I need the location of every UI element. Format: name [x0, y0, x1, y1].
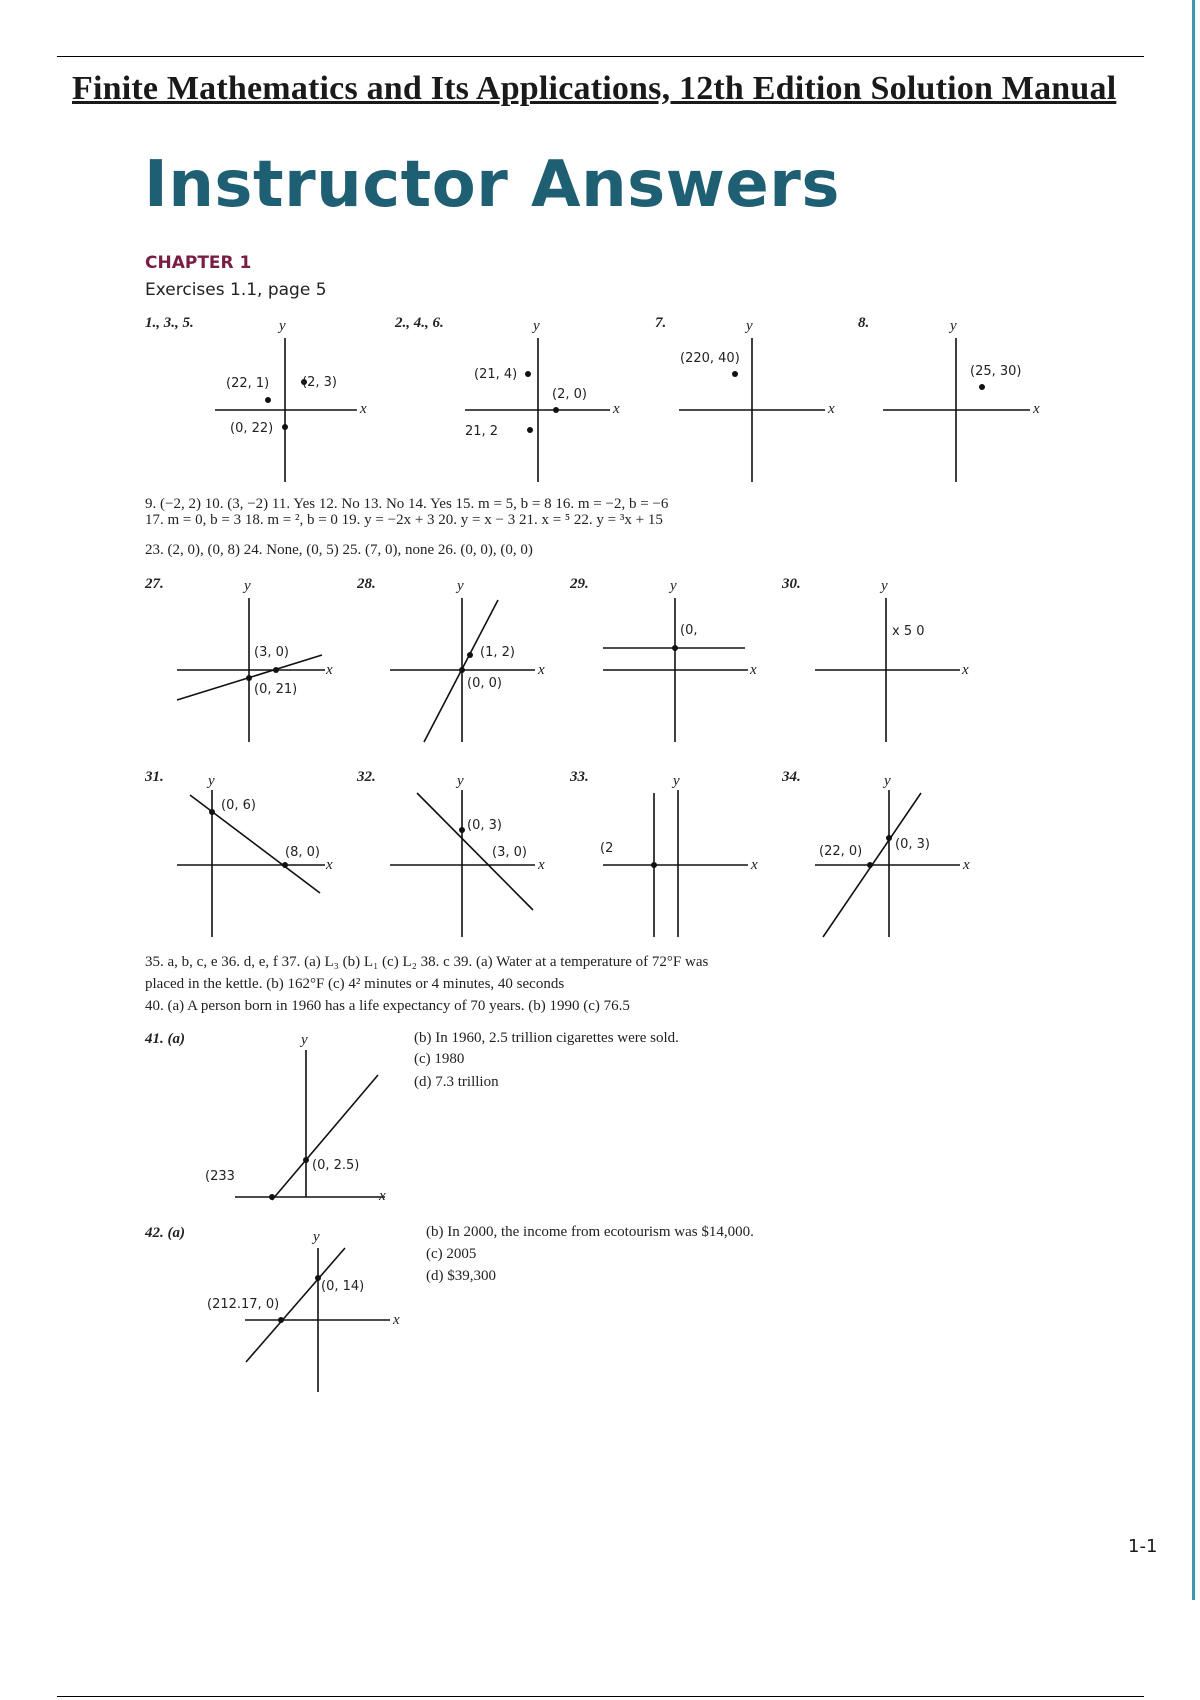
axis-x-label: x: [962, 662, 969, 678]
g2-point: [527, 427, 533, 433]
g41-number: 41. (a): [145, 1031, 185, 1047]
axis-y-label: y: [244, 578, 251, 594]
q42-answer-c: (c) 2005: [426, 1246, 477, 1262]
g27-number: 27.: [145, 576, 164, 592]
g3-number: 7.: [655, 315, 667, 331]
g42-number: 42. (a): [145, 1225, 185, 1241]
g1-point: [282, 424, 288, 430]
g4-point: [979, 384, 985, 390]
g1-number: 1., 3., 5.: [145, 315, 194, 331]
q41-answer-c: (c) 1980: [414, 1051, 465, 1067]
g2-label-3: 21, 2: [465, 424, 499, 439]
g34-label-2: (0, 3): [895, 837, 930, 852]
g28-point: [459, 667, 465, 673]
answers-line-2: 17. m = 0, b = 3 18. m = ², b = 0 19. y = −2x + 3 20. y = x − 3 21. x = ⁵ 22. y = ³x + 15: [145, 512, 663, 528]
g33-label-1: (2: [600, 841, 614, 856]
axis-y-label: y: [301, 1032, 308, 1048]
bottom-rule: [57, 1696, 1144, 1697]
g29-label-1: (0,: [680, 623, 698, 638]
g41-point: [269, 1194, 275, 1200]
exercise-label: Exercises 1.1, page 5: [145, 280, 327, 300]
g41-line: [272, 1075, 378, 1200]
g29-point: [672, 645, 678, 651]
g28-label-2: (0, 0): [467, 676, 502, 691]
g2-label-2: (2, 0): [552, 387, 587, 402]
g28-point: [467, 652, 473, 658]
g32-number: 32.: [357, 769, 376, 785]
answers-line-6: 40. (a) A person born in 1960 has a life expectancy of 70 years. (b) 1990 (c) 76.5: [145, 998, 630, 1014]
g32-label-2: (3, 0): [492, 845, 527, 860]
g32-label-1: (0, 3): [467, 818, 502, 833]
g42-point: [278, 1317, 284, 1323]
axis-x-label: x: [750, 662, 757, 678]
g32-point: [459, 827, 465, 833]
g27-point: [246, 675, 252, 681]
axis-y-label: y: [457, 578, 464, 594]
g2-point: [525, 371, 531, 377]
axis-y-label: y: [313, 1229, 320, 1245]
axis-y-label: y: [884, 773, 891, 789]
g4-label-1: (25, 30): [970, 364, 1022, 379]
answers-line-5: placed in the kettle. (b) 162°F (c) 4² minutes or 4 minutes, 40 seconds: [145, 976, 565, 992]
g2-number: 2., 4., 6.: [395, 315, 444, 331]
q41-answer-d: (d) 7.3 trillion: [414, 1074, 499, 1090]
g41-label-1: (233: [205, 1169, 235, 1184]
g29-number: 29.: [570, 576, 589, 592]
axis-x-label: x: [751, 857, 758, 873]
axis-y-label: y: [673, 773, 680, 789]
axis-y-label: y: [881, 578, 888, 594]
answers-line-3: 23. (2, 0), (0, 8) 24. None, (0, 5) 25. (7, 0), none 26. (0, 0), (0, 0): [145, 542, 533, 558]
g2-label-1: (21, 4): [474, 367, 518, 382]
section-heading: Instructor Answers: [144, 148, 840, 222]
axis-x-label: x: [963, 857, 970, 873]
g27-label-1: (3, 0): [254, 645, 289, 660]
g2-point: [553, 407, 559, 413]
q41-answer-b: (b) In 1960, 2.5 trillion cigarettes were sold.: [414, 1030, 679, 1046]
g4-number: 8.: [858, 315, 870, 331]
axis-y-label: y: [670, 578, 677, 594]
g31-label-2: (8, 0): [285, 845, 320, 860]
g30-label-1: x 5 0: [892, 624, 925, 639]
axis-x-label: x: [538, 662, 545, 678]
answers-line-1: 9. (−2, 2) 10. (3, −2) 11. Yes 12. No 13. No 14. Yes 15. m = 5, b = 8 16. m = −2, b = −6: [145, 496, 669, 512]
axis-x-label: x: [393, 1312, 400, 1328]
g1-label-1: (22, 1): [226, 376, 270, 391]
axis-x-label: x: [326, 662, 333, 678]
axis-x-label: x: [360, 401, 367, 417]
document-title: Finite Mathematics and Its Applications, 12th Edition Solution Manual: [72, 70, 1117, 107]
axis-x-label: x: [828, 401, 835, 417]
g1-label-3: (0, 22): [230, 421, 274, 436]
chapter-label: CHAPTER 1: [145, 253, 252, 273]
q42-answer-d: (d) $39,300: [426, 1268, 496, 1284]
g34-point: [886, 835, 892, 841]
g42-label-1: (212.17, 0): [207, 1297, 280, 1312]
axis-y-label: y: [950, 318, 957, 334]
g34-label-1: (22, 0): [819, 844, 863, 859]
axis-x-label: x: [379, 1188, 386, 1204]
axis-y-label: y: [279, 318, 286, 334]
axis-y-label: y: [746, 318, 753, 334]
g34-number: 34.: [782, 769, 801, 785]
axis-x-label: x: [613, 401, 620, 417]
g41-label-2: (0, 2.5): [312, 1158, 360, 1173]
axis-x-label: x: [538, 857, 545, 873]
g28-label-1: (1, 2): [480, 645, 515, 660]
g41-point: [303, 1157, 309, 1163]
axis-y-label: y: [457, 773, 464, 789]
g42-label-2: (0, 14): [321, 1279, 365, 1294]
g3-label-1: (220, 40): [680, 351, 740, 366]
g30-number: 30.: [782, 576, 801, 592]
g1-label-2: (2, 3): [302, 375, 337, 390]
axis-x-label: x: [1033, 401, 1040, 417]
g3-point: [732, 371, 738, 377]
g31-point: [282, 862, 288, 868]
page-number: 1-1: [1128, 1536, 1158, 1557]
g1-point: [265, 397, 271, 403]
g31-point: [209, 809, 215, 815]
g33-point: [651, 862, 657, 868]
g27-label-2: (0, 21): [254, 682, 298, 697]
g34-point: [867, 862, 873, 868]
axis-y-label: y: [533, 318, 540, 334]
g27-point: [273, 667, 279, 673]
axis-y-label: y: [208, 773, 215, 789]
g28-number: 28.: [357, 576, 376, 592]
q42-answer-b: (b) In 2000, the income from ecotourism was $14,000.: [426, 1224, 754, 1240]
answers-line-4: 35. a, b, c, e 36. d, e, f 37. (a) L₃ (b) L₁ (c) L₂ 38. c 39. (a) Water at a temperature of 72°F was: [145, 954, 709, 970]
g31-label-1: (0, 6): [221, 798, 256, 813]
g33-number: 33.: [570, 769, 589, 785]
g31-number: 31.: [145, 769, 164, 785]
axis-x-label: x: [326, 857, 333, 873]
